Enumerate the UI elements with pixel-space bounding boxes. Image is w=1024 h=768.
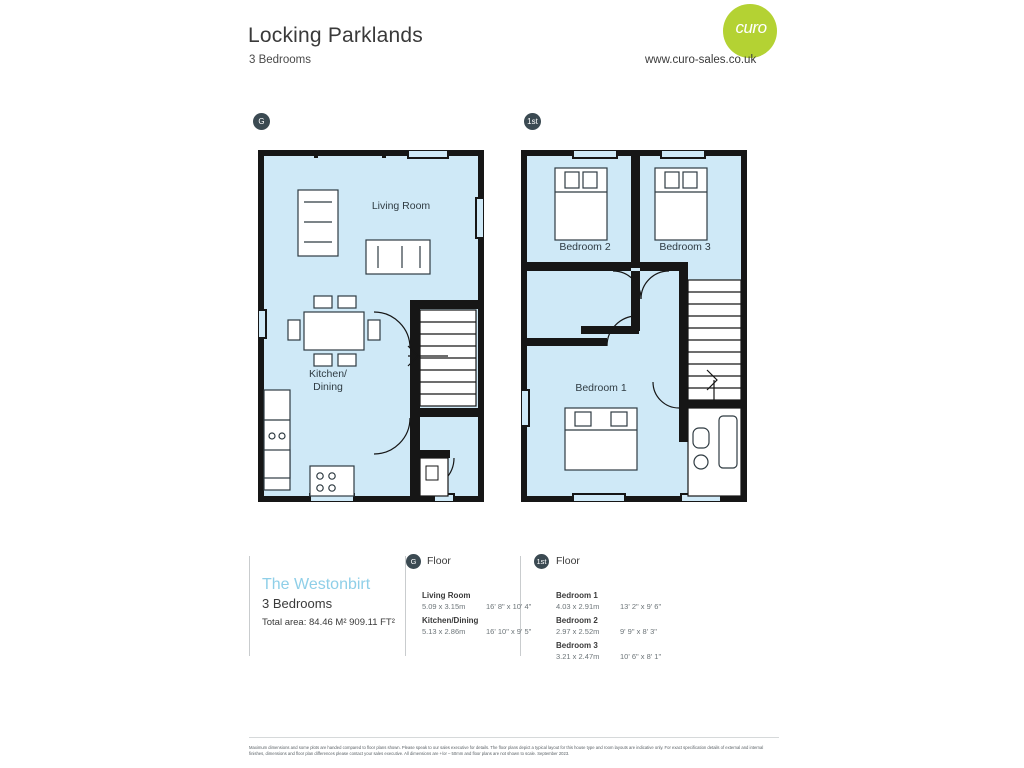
first-floor-plan bbox=[521, 150, 747, 502]
key-room-imperial: 16' 8" x 10' 4" bbox=[486, 602, 532, 611]
footer-divider bbox=[249, 737, 779, 738]
house-total-area: Total area: 84.46 M² 909.11 FT² bbox=[262, 617, 395, 628]
key-divider-mid bbox=[405, 556, 406, 656]
ground-floor-plan bbox=[258, 150, 484, 502]
website-url: www.curo-sales.co.uk bbox=[645, 54, 757, 66]
key-room-name: Kitchen/Dining bbox=[422, 616, 479, 625]
key-room-name: Living Room bbox=[422, 591, 471, 600]
key-ground-badge: G bbox=[406, 554, 421, 569]
key-room-name: Bedroom 1 bbox=[556, 591, 598, 600]
ground-floor-badge: G bbox=[253, 113, 270, 130]
room-label-bedroom-2: Bedroom 2 bbox=[559, 241, 611, 253]
key-divider-left bbox=[249, 556, 250, 656]
page-subtitle: 3 Bedrooms bbox=[249, 54, 312, 66]
key-first-heading: Floor bbox=[556, 555, 580, 567]
first-floor-badge: 1st bbox=[524, 113, 541, 130]
key-room-metric: 4.03 x 2.91m bbox=[556, 602, 600, 611]
key-room-imperial: 9' 9" x 8' 3" bbox=[620, 627, 657, 636]
key-room-bedroom-2 bbox=[556, 616, 599, 636]
key-room-imperial: 16' 10" x 9' 5" bbox=[486, 627, 532, 636]
key-room-name: Bedroom 3 bbox=[556, 641, 598, 650]
footer-disclaimer: Maximum dimensions and some plots are handed compared to floor plans shown. Please speak to our sales executive for details. The floor plans depict a typical layout for this house type and room layouts are indicative only. For exact specification details of external and internal finishes, dimensions and floor plan differences please contact your sales executive. All dimensions are +/or – 50mm and floor plans are not shown to scale. September 2023. bbox=[249, 745, 764, 756]
key-room-imperial: 10' 6" x 8' 1" bbox=[620, 652, 662, 661]
key-room-imperial: 13' 2" x 9' 6" bbox=[620, 602, 662, 611]
curo-logo-text: curo bbox=[735, 18, 767, 37]
room-label-bedroom-3: Bedroom 3 bbox=[659, 241, 711, 253]
room-label-bedroom-1: Bedroom 1 bbox=[575, 382, 627, 394]
key-room-name: Bedroom 2 bbox=[556, 616, 598, 625]
room-label-living-room: Living Room bbox=[371, 200, 431, 212]
key-room-metric: 2.97 x 2.52m bbox=[556, 627, 600, 636]
key-room-bedroom-3 bbox=[556, 641, 599, 661]
key-room-metric: 3.21 x 2.47m bbox=[556, 652, 600, 661]
key-room-metric: 5.13 x 2.86m bbox=[422, 627, 466, 636]
key-room-metric: 5.09 x 3.15m bbox=[422, 602, 466, 611]
key-room-bedroom-1 bbox=[556, 591, 599, 611]
key-room-living-room bbox=[422, 591, 470, 611]
house-type-bedrooms: 3 Bedrooms bbox=[262, 596, 333, 611]
page-title: Locking Parklands bbox=[248, 24, 423, 47]
house-type-name: The Westonbirt bbox=[262, 576, 371, 593]
room-label-kitchen-dining: Kitchen/ Dining bbox=[309, 368, 347, 393]
key-room-kitchen-dining bbox=[422, 616, 478, 636]
key-first-badge: 1st bbox=[534, 554, 549, 569]
key-ground-heading: Floor bbox=[427, 555, 451, 567]
